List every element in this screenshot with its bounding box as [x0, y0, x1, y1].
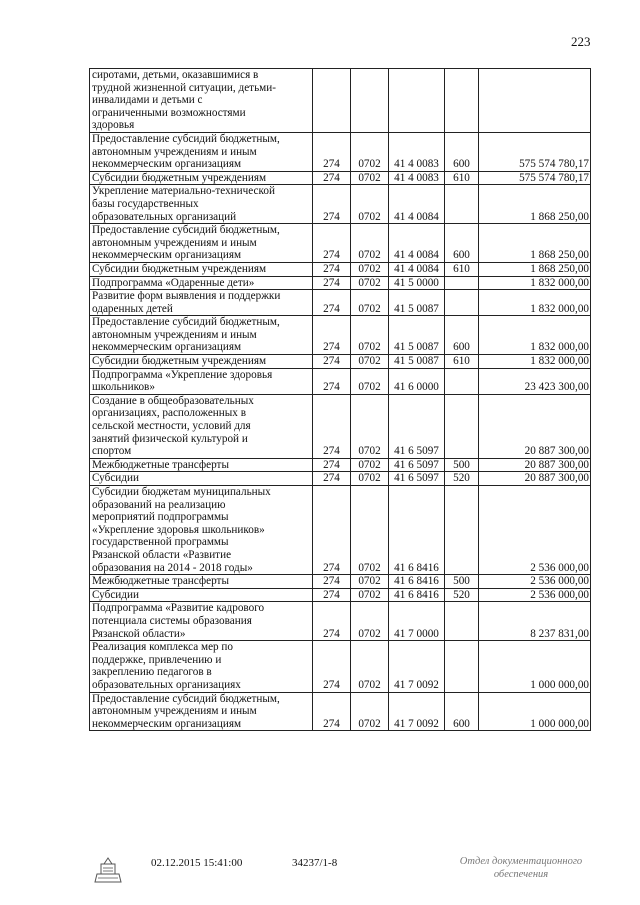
- row-ved-code: 274: [313, 316, 351, 355]
- row-name: Субсидии: [90, 588, 313, 602]
- row-name: Реализация комплекса мер по поддержке, привлечению и закреплению педагогов в образовательных организациях: [90, 641, 313, 692]
- row-name: Межбюджетные трансферты: [90, 575, 313, 589]
- row-expense-type: 500: [445, 575, 479, 589]
- row-name: Предоставление субсидий бюджетным, автономным учреждениям и иным некоммерческим организациям: [90, 316, 313, 355]
- row-target-code: 41 6 8416: [389, 486, 445, 575]
- row-section-code: 0702: [351, 262, 389, 276]
- row-amount: 1 000 000,00: [479, 641, 591, 692]
- table-row: [90, 316, 591, 355]
- row-target-code: 41 6 0000: [389, 368, 445, 394]
- row-target-code: 41 6 8416: [389, 575, 445, 589]
- budget-table: [89, 68, 591, 731]
- row-section-code: 0702: [351, 276, 389, 290]
- budget-table-body: [90, 69, 591, 731]
- row-ved-code: 274: [313, 394, 351, 458]
- row-name: Подпрограмма «Укрепление здоровья школьников»: [90, 368, 313, 394]
- row-expense-type: [445, 368, 479, 394]
- department-stamp-line1: Отдел документационного: [459, 856, 583, 867]
- table-row: [90, 132, 591, 171]
- table-row: [90, 224, 591, 263]
- table-row: [90, 472, 591, 486]
- table-row: [90, 355, 591, 369]
- row-ved-code: 274: [313, 276, 351, 290]
- row-amount: 1 832 000,00: [479, 290, 591, 316]
- row-section-code: 0702: [351, 355, 389, 369]
- row-amount: 8 237 831,00: [479, 602, 591, 641]
- row-amount: 20 887 300,00: [479, 472, 591, 486]
- row-amount: 1 868 250,00: [479, 185, 591, 224]
- row-expense-type: [445, 276, 479, 290]
- row-target-code: 41 7 0092: [389, 692, 445, 731]
- row-ved-code: 274: [313, 224, 351, 263]
- row-target-code: 41 6 5097: [389, 394, 445, 458]
- row-expense-type: [445, 69, 479, 133]
- row-amount: 575 574 780,17: [479, 171, 591, 185]
- row-section-code: 0702: [351, 132, 389, 171]
- row-target-code: 41 4 0084: [389, 224, 445, 263]
- row-section-code: 0702: [351, 692, 389, 731]
- row-ved-code: 274: [313, 575, 351, 589]
- row-name: сиротами, детьми, оказавшимися в трудной жизненной ситуации, детьми- инвалидами и детьми с ограниченными возможностями здоровья: [90, 69, 313, 133]
- row-section-code: [351, 69, 389, 133]
- row-name: Укрепление материально-технической базы государственных образовательных организаций: [90, 185, 313, 224]
- table-row: [90, 262, 591, 276]
- row-section-code: 0702: [351, 472, 389, 486]
- row-section-code: 0702: [351, 290, 389, 316]
- row-amount: 2 536 000,00: [479, 588, 591, 602]
- row-expense-type: [445, 290, 479, 316]
- row-name: Подпрограмма «Одаренные дети»: [90, 276, 313, 290]
- row-ved-code: 274: [313, 132, 351, 171]
- row-amount: 1 832 000,00: [479, 355, 591, 369]
- row-amount: 2 536 000,00: [479, 575, 591, 589]
- document-number: 34237/1-8: [292, 857, 338, 869]
- row-amount: 20 887 300,00: [479, 458, 591, 472]
- row-amount: 1 868 250,00: [479, 262, 591, 276]
- row-expense-type: 610: [445, 171, 479, 185]
- row-section-code: 0702: [351, 458, 389, 472]
- row-ved-code: 274: [313, 185, 351, 224]
- row-expense-type: [445, 602, 479, 641]
- row-expense-type: 610: [445, 262, 479, 276]
- row-name: Создание в общеобразовательных организациях, расположенных в сельской местности, условий для занятий физической культурой и спортом: [90, 394, 313, 458]
- row-amount: 20 887 300,00: [479, 394, 591, 458]
- row-target-code: 41 7 0000: [389, 602, 445, 641]
- row-ved-code: 274: [313, 458, 351, 472]
- table-row: [90, 575, 591, 589]
- row-ved-code: 274: [313, 641, 351, 692]
- page-number: 223: [571, 34, 591, 49]
- table-row: [90, 368, 591, 394]
- row-ved-code: 274: [313, 290, 351, 316]
- table-row: [90, 69, 591, 133]
- row-expense-type: 600: [445, 692, 479, 731]
- row-target-code: 41 6 5097: [389, 472, 445, 486]
- row-name: Субсидии бюджетам муниципальных образований на реализацию мероприятий подпрограммы «Укрепление здоровья школьников» государственной программы Рязанской области «Развитие образования на 2014 - 2018 годы»: [90, 486, 313, 575]
- row-expense-type: 500: [445, 458, 479, 472]
- table-row: [90, 458, 591, 472]
- row-target-code: 41 4 0083: [389, 132, 445, 171]
- table-row: [90, 171, 591, 185]
- row-expense-type: [445, 641, 479, 692]
- row-amount: 1 832 000,00: [479, 316, 591, 355]
- row-ved-code: 274: [313, 602, 351, 641]
- table-row: [90, 486, 591, 575]
- row-target-code: 41 4 0084: [389, 185, 445, 224]
- row-ved-code: 274: [313, 486, 351, 575]
- table-row: [90, 394, 591, 458]
- row-section-code: 0702: [351, 394, 389, 458]
- row-expense-type: 610: [445, 355, 479, 369]
- table-row: [90, 276, 591, 290]
- row-expense-type: 520: [445, 472, 479, 486]
- row-expense-type: 600: [445, 316, 479, 355]
- row-expense-type: [445, 185, 479, 224]
- row-amount: 2 536 000,00: [479, 486, 591, 575]
- row-name: Субсидии бюджетным учреждениям: [90, 171, 313, 185]
- row-expense-type: [445, 486, 479, 575]
- row-ved-code: 274: [313, 588, 351, 602]
- row-amount: 23 423 300,00: [479, 368, 591, 394]
- row-expense-type: [445, 394, 479, 458]
- row-name: Предоставление субсидий бюджетным, автономным учреждениям и иным некоммерческим организациям: [90, 132, 313, 171]
- row-amount: 1 832 000,00: [479, 276, 591, 290]
- row-name: Субсидии бюджетным учреждениям: [90, 355, 313, 369]
- table-row: [90, 602, 591, 641]
- row-section-code: 0702: [351, 575, 389, 589]
- row-ved-code: 274: [313, 262, 351, 276]
- row-amount: [479, 69, 591, 133]
- row-name: Субсидии: [90, 472, 313, 486]
- row-target-code: 41 4 0083: [389, 171, 445, 185]
- row-name: Подпрограмма «Развитие кадрового потенциала системы образования Рязанской области»: [90, 602, 313, 641]
- row-section-code: 0702: [351, 588, 389, 602]
- row-section-code: 0702: [351, 185, 389, 224]
- emblem-icon: [91, 856, 125, 886]
- row-name: Предоставление субсидий бюджетным, автономным учреждениям и иным некоммерческим организациям: [90, 224, 313, 263]
- print-datetime: 02.12.2015 15:41:00: [151, 857, 243, 869]
- row-name: Межбюджетные трансферты: [90, 458, 313, 472]
- row-name: Развитие форм выявления и поддержки одаренных детей: [90, 290, 313, 316]
- row-section-code: 0702: [351, 641, 389, 692]
- row-section-code: 0702: [351, 316, 389, 355]
- row-section-code: 0702: [351, 171, 389, 185]
- row-amount: 1 868 250,00: [479, 224, 591, 263]
- table-row: [90, 641, 591, 692]
- table-row: [90, 588, 591, 602]
- table-row: [90, 290, 591, 316]
- department-stamp: [446, 855, 596, 881]
- row-name: Предоставление субсидий бюджетным, автономным учреждениям и иным некоммерческим организациям: [90, 692, 313, 731]
- row-target-code: 41 5 0087: [389, 316, 445, 355]
- row-ved-code: 274: [313, 472, 351, 486]
- department-stamp-line2: обеспечения: [493, 869, 549, 880]
- row-amount: 575 574 780,17: [479, 132, 591, 171]
- row-target-code: 41 7 0092: [389, 641, 445, 692]
- row-name: Субсидии бюджетным учреждениям: [90, 262, 313, 276]
- row-section-code: 0702: [351, 486, 389, 575]
- row-target-code: 41 5 0087: [389, 355, 445, 369]
- row-ved-code: 274: [313, 368, 351, 394]
- row-ved-code: [313, 69, 351, 133]
- table-row: [90, 185, 591, 224]
- row-ved-code: 274: [313, 355, 351, 369]
- row-target-code: [389, 69, 445, 133]
- row-target-code: 41 4 0084: [389, 262, 445, 276]
- row-ved-code: 274: [313, 692, 351, 731]
- table-row: [90, 692, 591, 731]
- row-section-code: 0702: [351, 224, 389, 263]
- row-target-code: 41 6 8416: [389, 588, 445, 602]
- row-section-code: 0702: [351, 368, 389, 394]
- row-target-code: 41 5 0087: [389, 290, 445, 316]
- row-amount: 1 000 000,00: [479, 692, 591, 731]
- row-expense-type: 600: [445, 224, 479, 263]
- row-target-code: 41 5 0000: [389, 276, 445, 290]
- row-target-code: 41 6 5097: [389, 458, 445, 472]
- row-ved-code: 274: [313, 171, 351, 185]
- row-section-code: 0702: [351, 602, 389, 641]
- row-expense-type: 520: [445, 588, 479, 602]
- row-expense-type: 600: [445, 132, 479, 171]
